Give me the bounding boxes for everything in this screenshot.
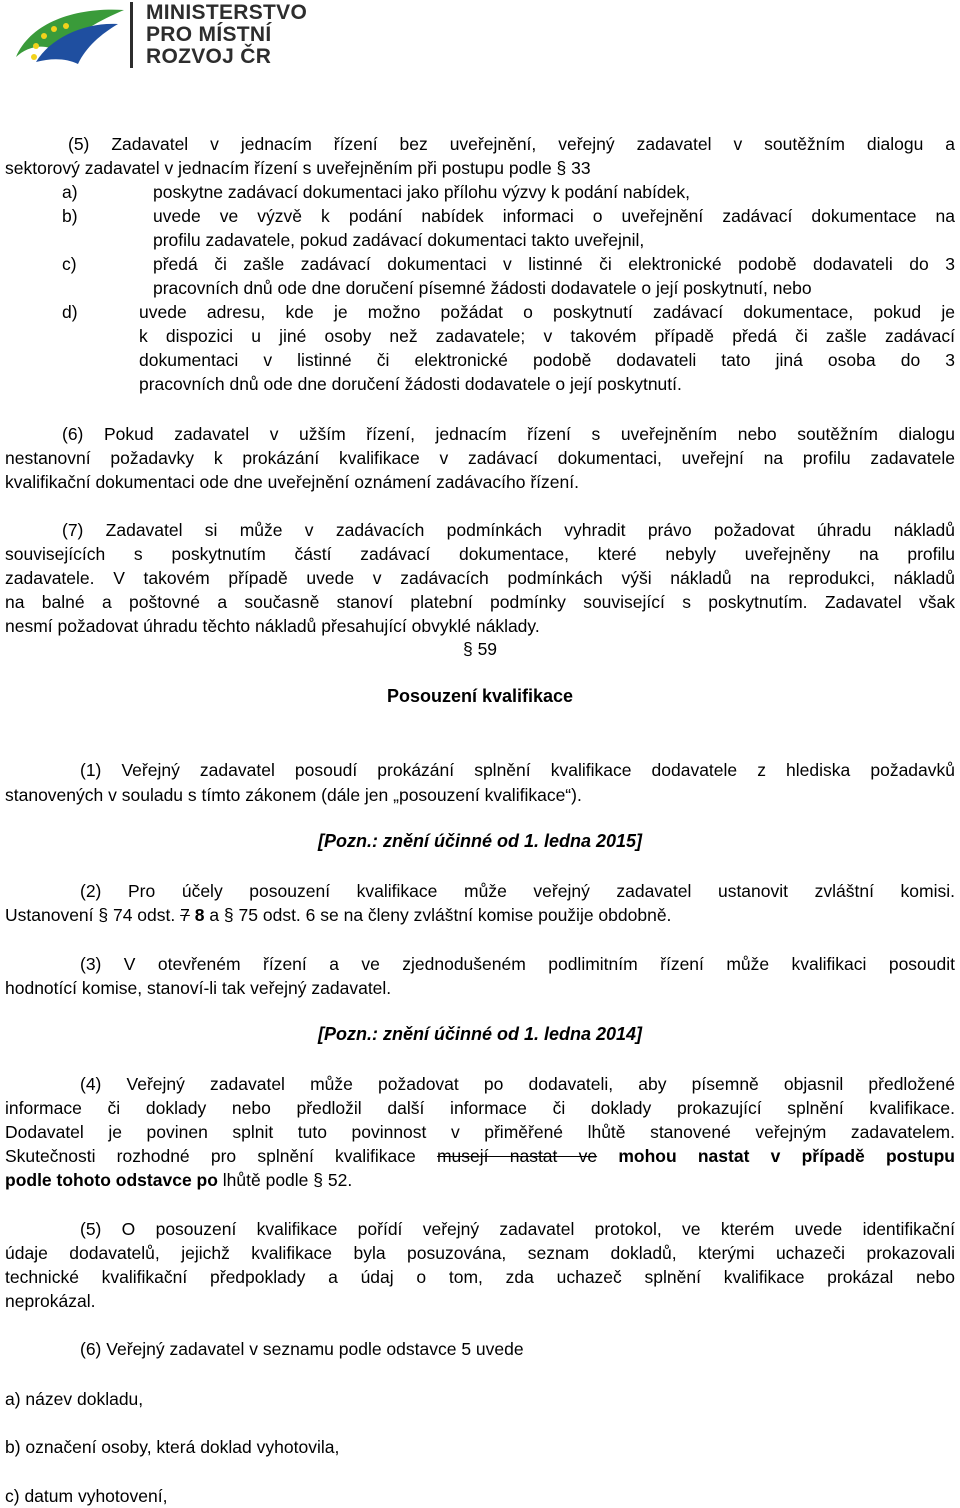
item-c-text-1: předá či zašle zadávací dokumentaci v listinné či elektronické podobě dodavateli do 3 — [153, 254, 955, 274]
logo-line-2: PRO MÍSTNÍ — [146, 23, 272, 46]
q1-line-2: stanovených v souladu s tímto zákonem (dále jen „posouzení kvalifikace“). — [5, 785, 582, 805]
q5-line-3: technické kvalifikační předpoklady a údaj o tom, zda uchazeč splnění kvalifikace prokázal nebo — [5, 1267, 955, 1287]
section-title: Posouzení kvalifikace — [386, 686, 574, 706]
q5-line-1: (5) O posouzení kvalifikace pořídí veřejný zadavatel protokol, ve kterém uvede identifikační — [80, 1219, 955, 1239]
q6-item-a: a) název dokladu, — [5, 1389, 144, 1409]
q5-line-2: údaje dodavatelů, jejichž kvalifikace byla posuzována, seznam dokladů, kterými uchazeči prokazovali — [5, 1243, 955, 1263]
q3-line-1: (3) V otevřeném řízení a ve zjednodušeném podlimitním řízení může kvalifikaci posoudit — [80, 954, 955, 974]
item-a-label: a) — [62, 182, 78, 202]
q1-line-1: (1) Veřejný zadavatel posoudí prokázání splnění kvalifikace dodavatele z hlediska požadavků — [80, 760, 955, 780]
item-d-text-2: k dispozici u jiné osoby než zadavatele; v takovém případě předá či zašle zadávací — [139, 326, 955, 346]
q4-text-a: Skutečnosti rozhodné pro splnění kvalifikace — [5, 1146, 437, 1166]
logo-line-3: ROZVOJ ČR — [146, 45, 272, 68]
q3-line-2: hodnotící komise, stanoví-li tak veřejný zadavatel. — [5, 978, 392, 998]
section-number: § 59 — [462, 639, 498, 659]
item-d-text-3: dokumentaci v listinné či elektronické podobě dodavateli tato jiná osoba do 3 — [139, 350, 955, 370]
q4-line-2: informace či doklady nebo předložil další informace či doklady prokazující splnění kvalifikace. — [5, 1098, 955, 1118]
item-a-text: poskytne zadávací dokumentaci jako přílohu výzvy k podání nabídek, — [153, 182, 690, 202]
q2-line-2 — [5, 904, 671, 926]
para-5-line-1: (5) Zadavatel v jednacím řízení bez uveřejnění, veřejný zadavatel v soutěžním dialogu a — [68, 134, 955, 154]
para-7-line-1: (7) Zadavatel si může v zadávacích podmínkách vyhradit právo požadovat úhradu nákladů — [62, 520, 955, 540]
ministry-logo — [6, 2, 306, 72]
note-2015: [Pozn.: znění účinné od 1. ledna 2015] — [317, 831, 643, 851]
note-2014: [Pozn.: znění účinné od 1. ledna 2014] — [317, 1024, 643, 1044]
q6-item-b: b) označení osoby, která doklad vyhotovila, — [5, 1437, 340, 1457]
para-7-line-2: souvisejících s poskytnutím částí zadávací dokumentace, které nebyly uveřejněny na profilu — [5, 544, 955, 564]
q2-new-value: 8 — [189, 905, 205, 925]
q5-line-4: neprokázal. — [5, 1291, 96, 1311]
q4-text-b: lhůtě podle § 52. — [217, 1170, 353, 1190]
q4-line-3: Dodavatel je povinen splnit tuto povinnost v přiměřené lhůtě stanovené veřejným zadavatelem. — [5, 1122, 955, 1142]
item-b-label: b) — [62, 206, 78, 226]
q4-line-1: (4) Veřejný zadavatel může požadovat po dodavateli, aby písemně objasnil předložené — [80, 1074, 955, 1094]
logo-line-1: MINISTERSTVO — [146, 1, 308, 24]
q2-text-a: Ustanovení § 74 odst. — [5, 905, 181, 925]
item-d-text-1: uvede adresu, kde je možno požádat o poskytnutí zadávací dokumentace, pokud je — [139, 302, 955, 322]
q4-new-text-2: podle tohoto odstavce po — [5, 1170, 218, 1190]
item-b-text-1: uvede ve výzvě k podání nabídek informaci o uveřejnění zadávací dokumentace na — [153, 206, 955, 226]
q2-struck-value: 7 — [180, 905, 190, 925]
logo-emblem-icon — [6, 2, 136, 70]
q2-line-1: (2) Pro účely posouzení kvalifikace může veřejný zadavatel ustanovit zvláštní komisi. — [80, 881, 955, 901]
item-c-text-2: pracovních dnů ode dne doručení písemné žádosti dodavatele o její poskytnutí, nebo — [153, 278, 812, 298]
para-7-line-5: nesmí požadovat úhradu těchto nákladů přesahující obvyklé náklady. — [5, 616, 540, 636]
para-5-line-2: sektorový zadavatel v jednacím řízení s uveřejněním při postupu podle § 33 — [5, 158, 591, 178]
para-7-line-4: na balné a poštovné a současně stanoví platební podmínky související s poskytnutím. Zadavatel však — [5, 592, 955, 612]
item-d-label: d) — [62, 302, 78, 322]
q6-item-c: c) datum vyhotovení, — [5, 1486, 168, 1506]
item-d-text-4: pracovních dnů ode dne doručení žádosti dodavatele o její poskytnutí. — [139, 374, 682, 394]
para-6-line-1: (6) Pokud zadavatel v užším řízení, jednacím řízení s uveřejněním nebo soutěžním dialogu — [62, 424, 955, 444]
q2-text-c: a § 75 odst. 6 se na členy zvláštní komise použije obdobně. — [204, 905, 672, 925]
q4-line-5 — [5, 1169, 352, 1191]
q4-struck-text: musejí nastat ve — [436, 1146, 598, 1166]
logo-wordmark — [146, 2, 307, 68]
q6-line-1: (6) Veřejný zadavatel v seznamu podle odstavce 5 uvede — [80, 1339, 524, 1359]
para-7-line-3: zadavatele. V takovém případě uvede v zadávacích podmínkách výši nákladů na reprodukci, nákladů — [5, 568, 955, 588]
q4-new-text: mohou nastat v případě postupu — [597, 1146, 956, 1166]
item-b-text-2: profilu zadavatele, pokud zadávací dokumentaci takto uveřejnil, — [153, 230, 645, 250]
para-6-line-2: nestanovní požadavky k prokázání kvalifikace v zadávací dokumentaci, uveřejní na profilu zadavatele — [5, 448, 955, 468]
item-c-label: c) — [62, 254, 77, 274]
q4-line-4 — [5, 1144, 955, 1168]
para-6-line-3: kvalifikační dokumentaci ode dne uveřejnění oznámení zadávacího řízení. — [5, 472, 579, 492]
